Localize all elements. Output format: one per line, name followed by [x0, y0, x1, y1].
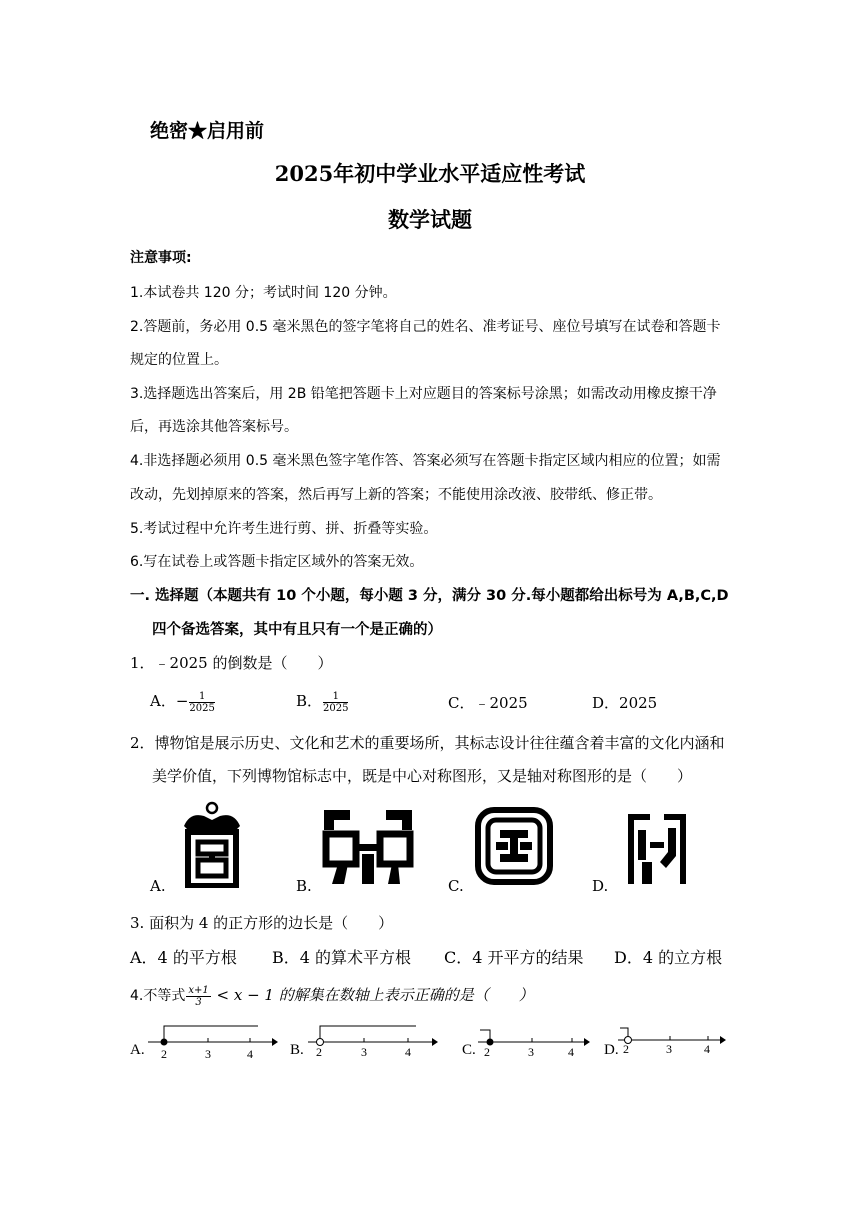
q1-option-c: C．﹣2025	[448, 694, 528, 712]
number-line-a	[128, 1018, 278, 1062]
notice-item: 1.本试卷共 120 分；考试时间 120 分钟。	[130, 285, 397, 301]
notice-item: 改动，先划掉原来的答案，然后再写上新的答案；不能使用涂改液、胶带纸、修正带。	[130, 487, 662, 503]
q1-option-d: D．2025	[592, 694, 658, 712]
tick-label: 3	[528, 1045, 534, 1059]
q1-option-b	[296, 690, 349, 714]
q3-stem: 3. 面积为 4 的正方形的边长是（ ）	[130, 914, 394, 932]
notice-item: 5.考试过程中允许考生进行剪、拼、折叠等实验。	[130, 521, 438, 537]
q2-stem-line1: 2．博物馆是展示历史、文化和艺术的重要场所，其标志设计往往蕴含着丰富的文化内涵和	[130, 734, 725, 752]
exam-subtitle: 数学试题	[388, 207, 472, 232]
q4-stem-post: < x − 1 的解集在数轴上表示正确的是（ ）	[211, 986, 534, 1004]
tick-label: 2	[161, 1047, 167, 1061]
notice-item: 4.非选择题必须用 0.5 毫米黑色签字笔作答、答案必须写在答题卡指定区域内相应的位置；如需	[130, 453, 721, 469]
option-label: B．	[296, 692, 323, 710]
section-heading: 一. 选择题（本题共有 10 个小题，每小题 3 分，满分 30 分.每小题都给出标号为 A,B,C,D	[130, 588, 729, 604]
q3-option-c: C．4 开平方的结果	[444, 948, 584, 967]
denominator: 2025	[189, 702, 215, 714]
axis-label: C.	[462, 1042, 476, 1058]
tick-label: 2	[316, 1045, 322, 1059]
axis-label: B.	[290, 1042, 304, 1058]
tick-label: 3	[205, 1047, 211, 1061]
option-label: A．	[150, 692, 176, 710]
notice-item: 2.答题前，务必用 0.5 毫米黑色的签字笔将自己的姓名、准考证号、座位号填写在试卷和答题卡	[130, 319, 721, 335]
number-line-c	[460, 1018, 590, 1062]
tick-label: 4	[568, 1045, 574, 1059]
section-heading-cont: 四个备选答案，其中有且只有一个是正确的）	[152, 622, 442, 638]
q3-option-d: D．4 的立方根	[614, 948, 723, 967]
tick-label: 2	[623, 1042, 629, 1056]
notice-item: 后，再选涂其他答案标号。	[130, 419, 298, 435]
q2-stem-line2: 美学价值，下列博物馆标志中，既是中心对称图形，又是轴对称图形的是（ ）	[152, 767, 693, 785]
q2-label-c: C.	[448, 877, 464, 895]
fraction	[186, 985, 210, 1008]
museum-logo-a-image	[176, 798, 248, 888]
axis-arrow	[432, 1038, 438, 1046]
tick-label: 4	[704, 1042, 710, 1056]
q4-stem-pre: 4.不等式	[130, 988, 186, 1004]
tick-label: 4	[405, 1045, 411, 1059]
axis-label: A.	[130, 1042, 145, 1058]
tick-label: 3	[361, 1045, 367, 1059]
solution-ray	[164, 1026, 258, 1042]
museum-logo-d-image	[620, 806, 694, 886]
q2-label-b: B.	[296, 877, 312, 895]
q3-option-a: A．4 的平方根	[130, 948, 237, 967]
q2-label-a: A.	[150, 877, 166, 895]
axis-label: D.	[604, 1042, 619, 1058]
numerator: x+1	[188, 984, 209, 996]
tick-label: 4	[247, 1047, 253, 1061]
axis-arrow	[272, 1038, 278, 1046]
denominator: 2025	[323, 702, 349, 714]
solid-point	[161, 1039, 168, 1046]
exam-title: 2025年初中学业水平适应性考试	[274, 161, 586, 186]
fraction	[189, 691, 214, 714]
q3-option-b: B．4 的算术平方根	[272, 948, 412, 967]
tick-label: 3	[666, 1042, 672, 1056]
q4-stem	[130, 984, 534, 1008]
museum-logo-c-image	[474, 806, 554, 886]
numerator: 1	[189, 691, 214, 703]
axis-arrow	[720, 1036, 726, 1044]
notice-item: 规定的位置上。	[130, 352, 228, 368]
number-line-d	[602, 1018, 726, 1062]
notice-item: 6.写在试卷上或答题卡指定区域外的答案无效。	[130, 554, 424, 570]
denominator: 3	[195, 996, 202, 1008]
notice-item: 3.选择题选出答案后，用 2B 铅笔把答题卡上对应题目的答案标号涂黑；如需改动用橡皮擦干净	[130, 386, 717, 402]
minus-sign: −	[175, 692, 189, 710]
notice-heading: 注意事项:	[130, 250, 192, 266]
numerator: 1	[323, 691, 348, 703]
q1-option-a	[150, 690, 216, 714]
museum-logo-b-image	[320, 806, 416, 886]
q2-label-d: D.	[592, 877, 609, 895]
secret-label: 绝密★启用前	[150, 120, 265, 142]
number-line-b	[288, 1018, 438, 1062]
q1-stem: 1．﹣2025 的倒数是（ ）	[130, 654, 333, 672]
solution-ray	[320, 1026, 416, 1042]
fraction	[323, 691, 348, 714]
axis-arrow	[584, 1038, 590, 1046]
tick-label: 2	[484, 1045, 490, 1059]
